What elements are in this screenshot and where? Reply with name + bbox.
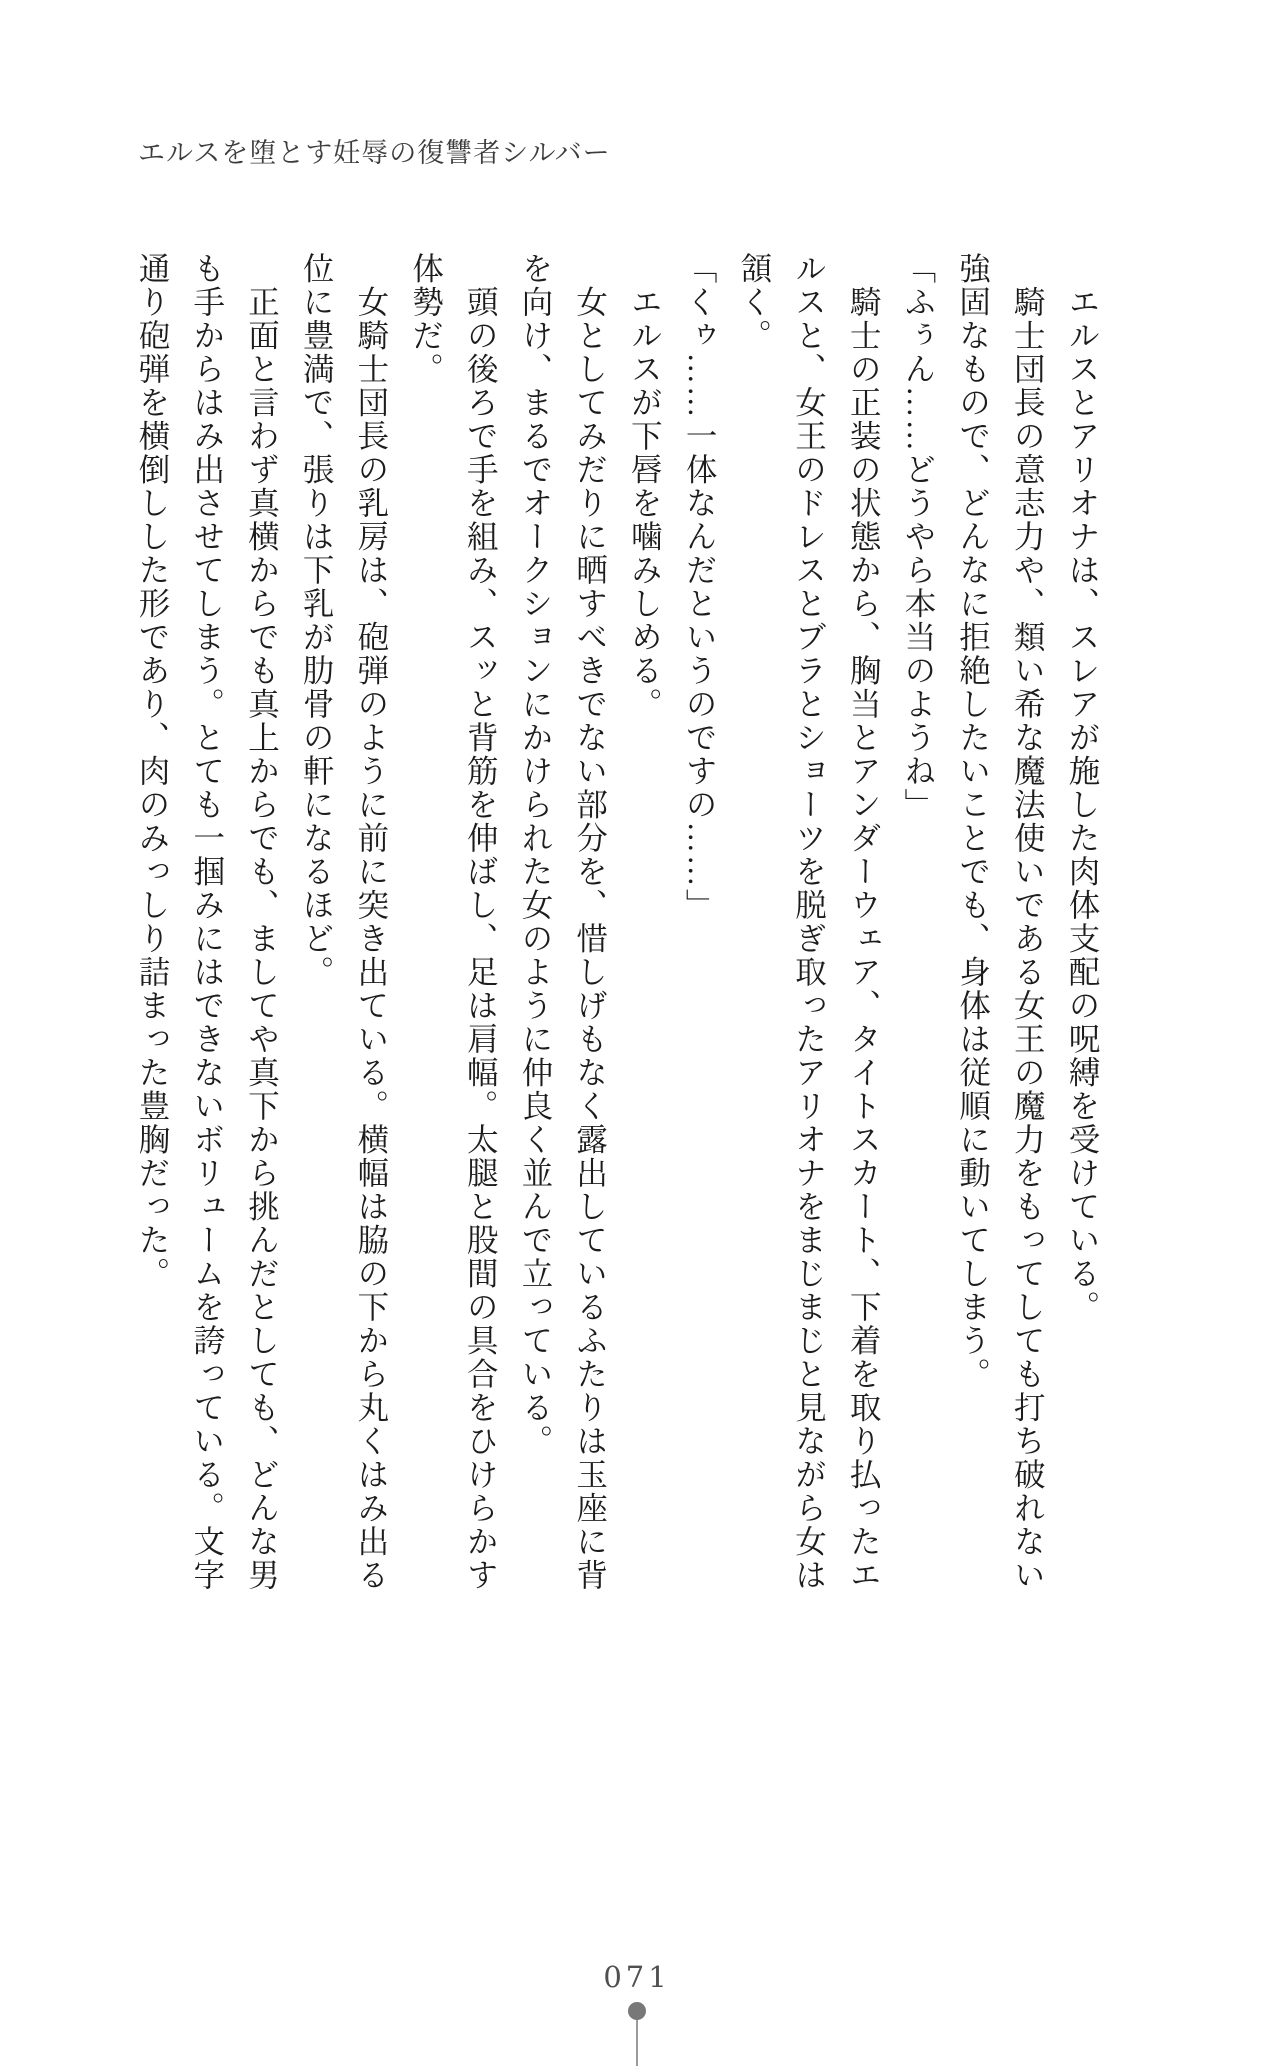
paragraph-5-dialogue: 「くゥ……一体なんだというのですの……」 [682, 252, 718, 922]
paragraph-2: 騎士団長の意志力や、類い希な魔法使いである女王の魔力をもってしても打ち破れない強固なもので、どんなに拒絶したいことでも、身体は従順に動いてしまう。 [955, 252, 1046, 1592]
footer-ornament-dot-icon [628, 2002, 646, 2020]
body-text [124, 252, 1109, 1594]
paragraph-9: 女騎士団長の乳房は、砲弾のように前に突き出ている。横幅は脇の下から丸くはみ出る位に豊満で、張りは下乳が肋骨の軒になるほど。 [299, 252, 389, 1592]
paragraph-6: エルスが下唇を噛みしめる。 [627, 252, 663, 721]
paragraph-10: 正面と言わず真横からでも真上からでも、ましてや真下から挑んだとしても、どんな男も手からはみ出させてしまう。とても一掴みにはできないボリュームを誇っている。文字通り砲弾を横倒しした形であり、肉のみっしり詰まった豊胸だった。 [135, 252, 280, 1592]
paragraph-7: 女としてみだりに晒すべきでない部分を、惜しげもなく露出しているふたりは玉座に背を向け、まるでオークションにかけられた女のように仲良く並んで立っている。 [517, 252, 608, 1592]
paragraph-1: エルスとアリオナは、スレアが施した肉体支配の呪縛を受けている。 [1065, 252, 1100, 1324]
paragraph-4: 騎士の正装の状態から、胸当とアンダーウェア、タイトスカート、下着を取り払ったエルスと、女王のドレスとブラとショーツを脱ぎ取ったアリオナをまじまじと見ながら女は頷く。 [736, 252, 882, 1592]
paragraph-3-dialogue: 「ふぅん……どうやら本当のようね」 [900, 252, 936, 822]
paragraph-8: 頭の後ろで手を組み、スッと背筋を伸ばし、足は肩幅。太腿と股間の具合をひけらかす体勢だ。 [408, 252, 499, 1592]
running-header-title: エルスを堕とす妊辱の復讐者シルバー [138, 138, 611, 168]
page-number: 071 [603, 1960, 671, 1994]
